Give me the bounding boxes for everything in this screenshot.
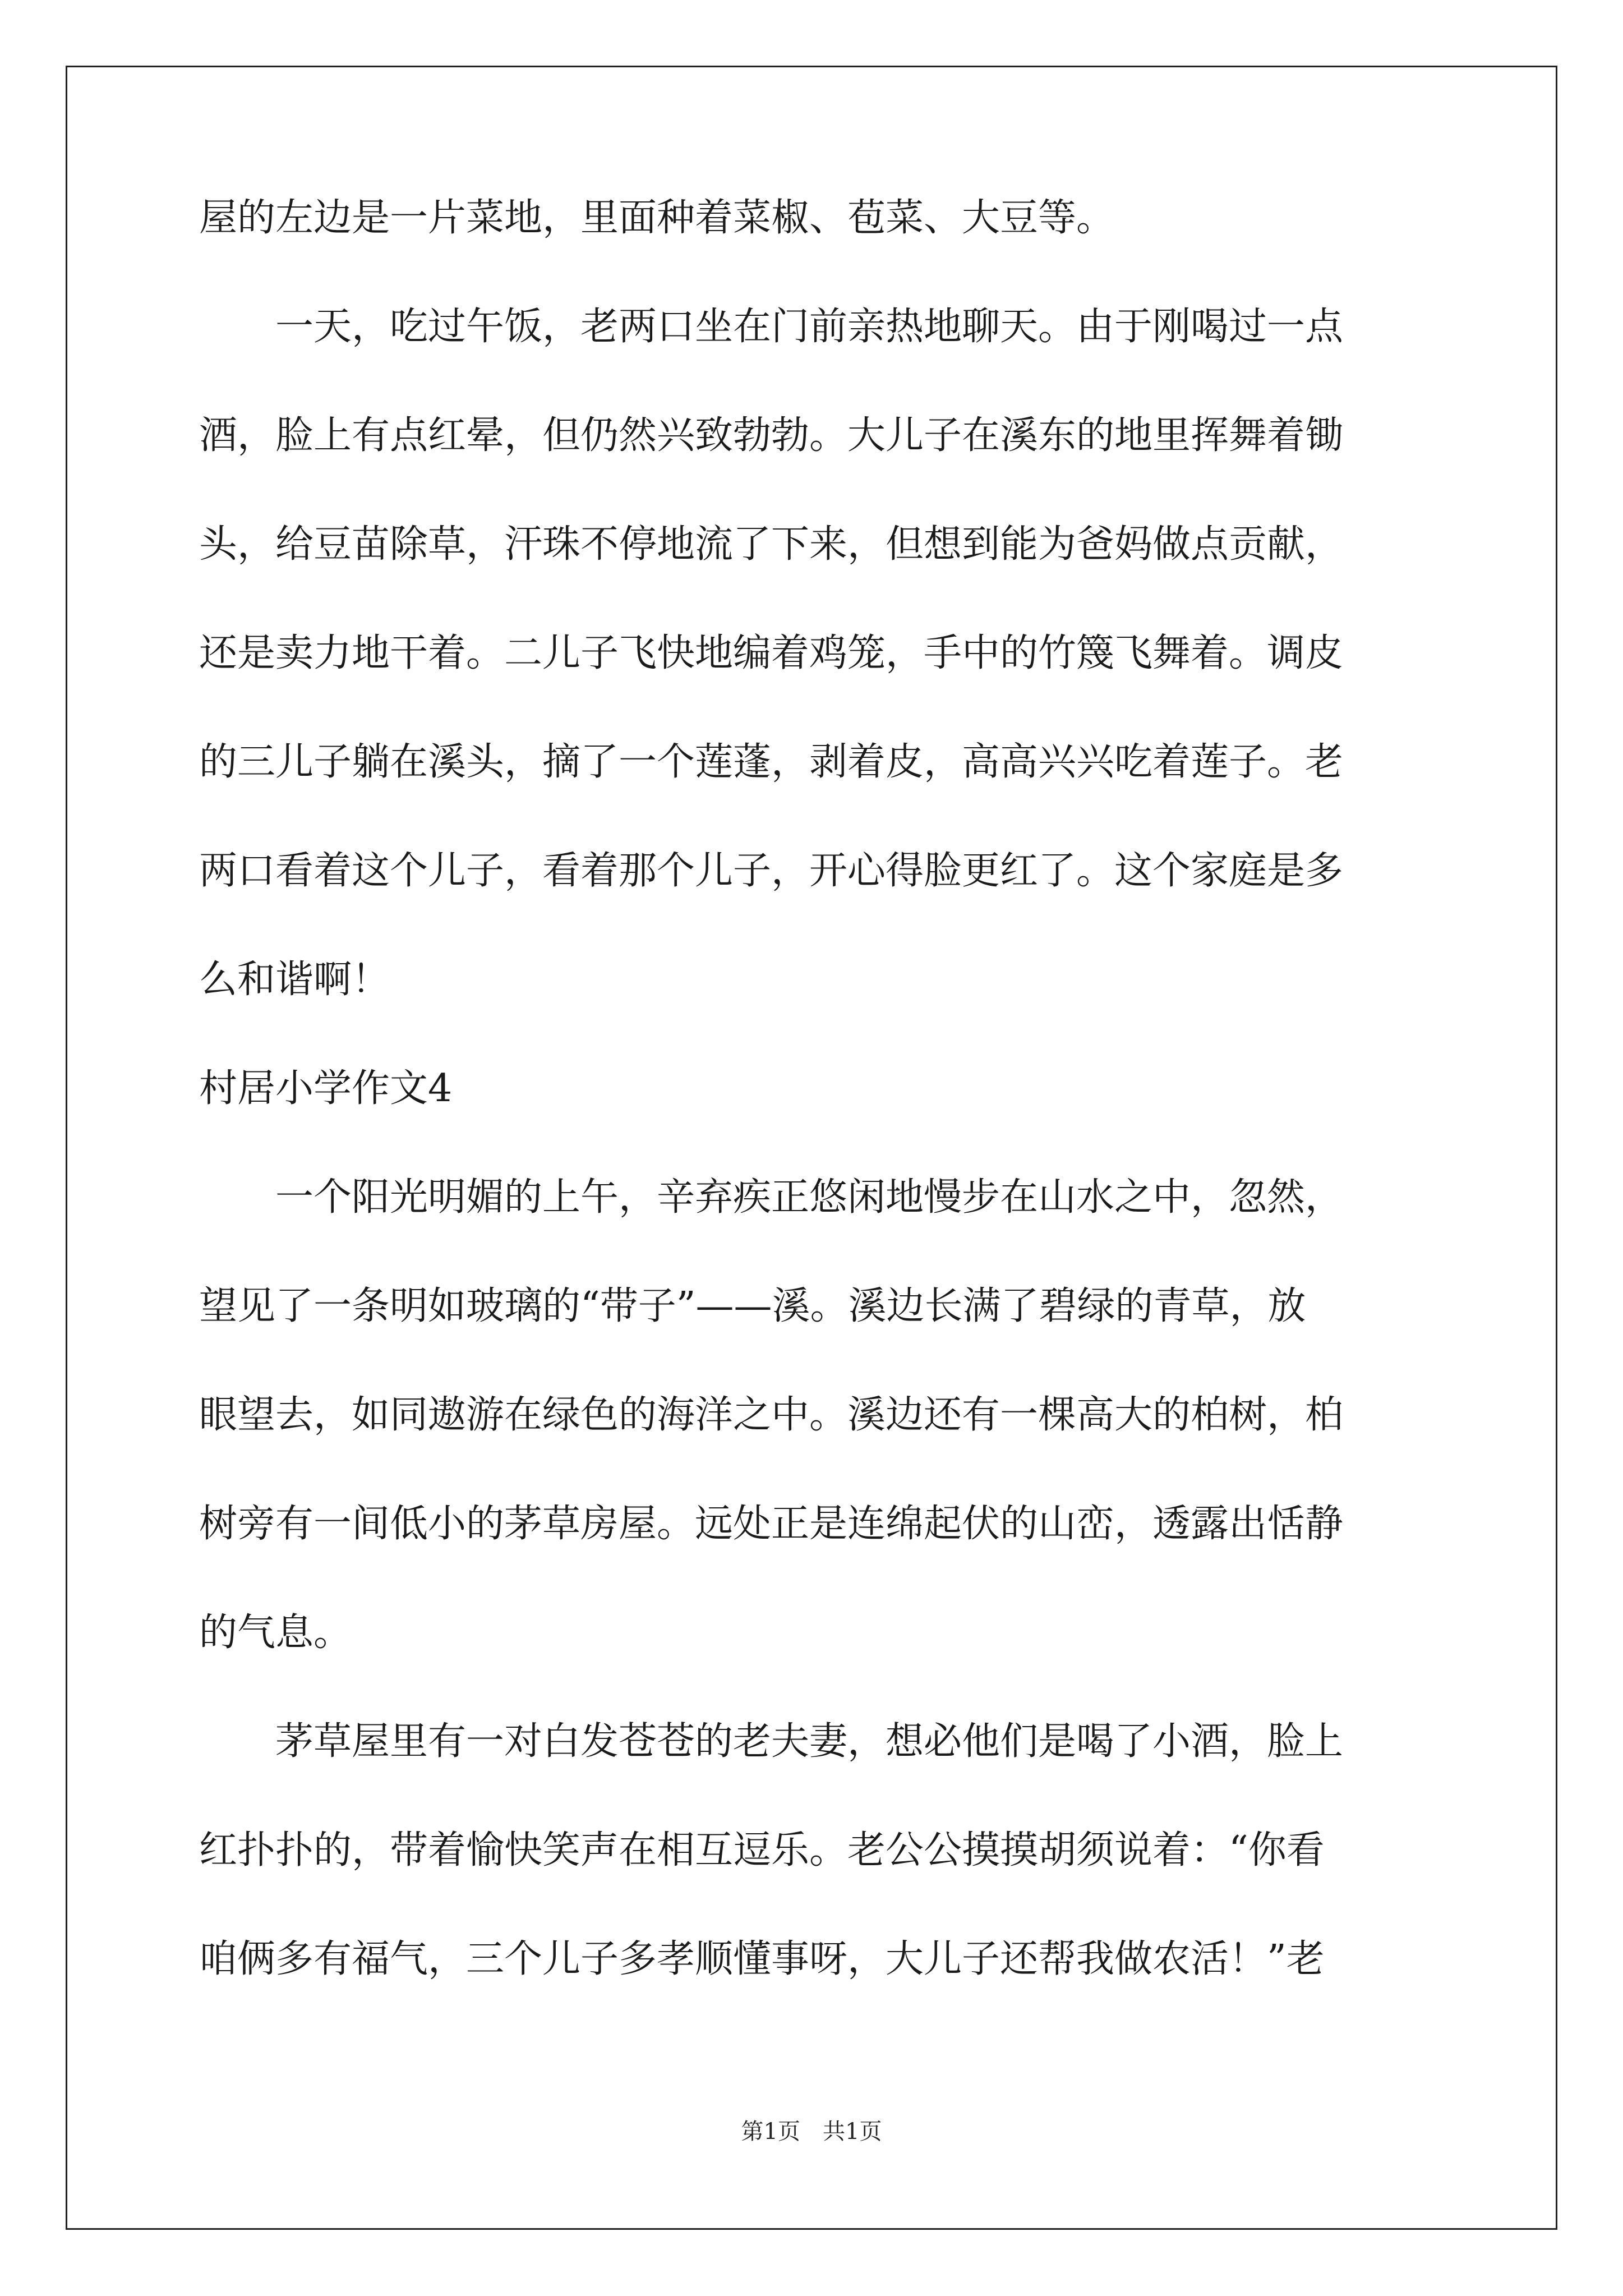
text-line bbox=[199, 1333, 1433, 1388]
text-line: 屋的左边是一片菜地，里面种着菜椒、苞菜、大豆等。 bbox=[199, 196, 1115, 240]
text-line: 两口看着这个儿子，看着那个儿子，开心得脸更红了。这个家庭是多 bbox=[199, 849, 1344, 893]
document-body bbox=[199, 191, 1433, 1986]
text-line bbox=[199, 898, 1433, 953]
text-line: 红扑扑的，带着愉快笑声在相互逗乐。老公公摸摸胡须说着：“你看 bbox=[199, 1828, 1325, 1872]
text-line bbox=[199, 1769, 1433, 1823]
text-line bbox=[199, 1878, 1433, 1932]
text-line bbox=[199, 1007, 1433, 1061]
text-line: 一天，吃过午饭，老两口坐在门前亲热地聊天。由于刚喝过一点 bbox=[199, 305, 1344, 349]
text-line: 么和谐啊！ bbox=[199, 958, 390, 1002]
text-line: 眼望去，如同遨游在绿色的海洋之中。溪边还有一棵高大的柏树，柏 bbox=[199, 1393, 1344, 1437]
text-line: 望见了一条明如玻璃的“带子”——溪。溪边长满了碧绿的青草，放 bbox=[199, 1284, 1306, 1328]
text-line bbox=[199, 1225, 1433, 1279]
text-line bbox=[199, 572, 1433, 626]
section-heading: 村居小学作文4 bbox=[199, 1066, 453, 1111]
text-line bbox=[199, 680, 1433, 735]
page-number-footer: 第1页 共1页 bbox=[741, 2119, 882, 2145]
text-line: 咱俩多有福气，三个儿子多孝顺懂事呀，大儿子还帮我做农活！”老 bbox=[199, 1937, 1325, 1981]
text-line bbox=[199, 789, 1433, 844]
text-line: 树旁有一间低小的茅草房屋。远处正是连绵起伏的山峦，透露出恬静 bbox=[199, 1502, 1344, 1546]
text-line: 一个阳光明媚的上午，辛弃疾正悠闲地慢步在山水之中，忽然， bbox=[199, 1175, 1344, 1220]
text-line bbox=[199, 354, 1433, 408]
text-line: 头，给豆苗除草，汗珠不停地流了下来，但想到能为爸妈做点贡献， bbox=[199, 522, 1344, 567]
text-line: 还是卖力地干着。二儿子飞快地编着鸡笼，手中的竹篾飞舞着。调皮 bbox=[199, 631, 1344, 675]
text-line bbox=[199, 245, 1433, 300]
text-line: 的三儿子躺在溪头，摘了一个莲蓬，剥着皮，高高兴兴吃着莲子。老 bbox=[199, 740, 1344, 784]
text-line: 茅草屋里有一对白发苍苍的老夫妻，想必他们是喝了小酒，脸上 bbox=[199, 1719, 1344, 1764]
text-line bbox=[199, 1551, 1433, 1605]
text-line bbox=[199, 1660, 1433, 1714]
text-line bbox=[199, 463, 1433, 517]
text-line: 酒，脸上有点红晕，但仍然兴致勃勃。大儿子在溪东的地里挥舞着锄 bbox=[199, 413, 1344, 458]
text-line bbox=[199, 1442, 1433, 1497]
text-line bbox=[199, 1116, 1433, 1170]
text-line: 的气息。 bbox=[199, 1611, 352, 1655]
